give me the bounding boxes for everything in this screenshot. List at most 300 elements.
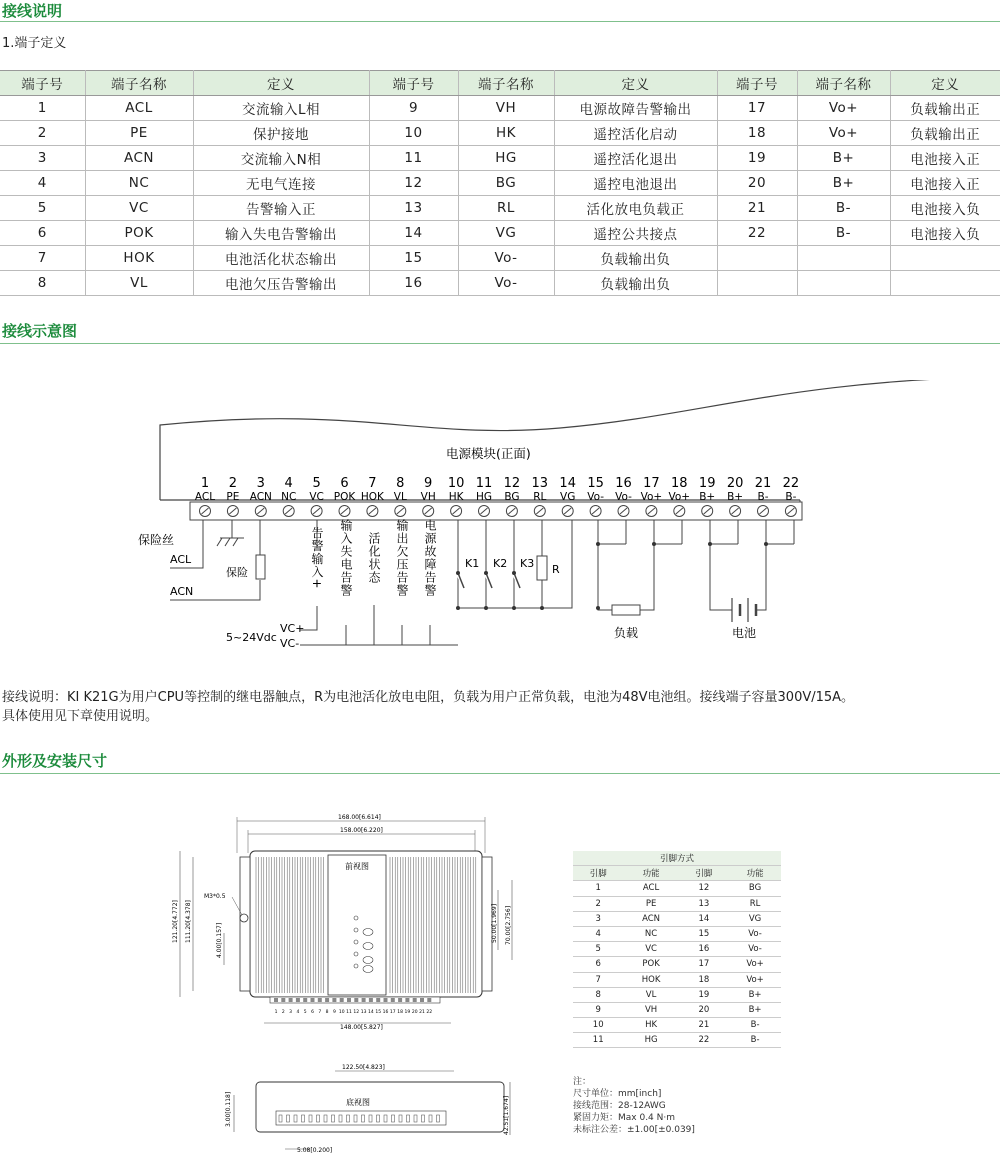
terminal-name: BG [504,491,520,503]
junction-dot [484,606,488,610]
screw-terminal-icon [758,506,769,517]
table-cell: RL [458,196,554,221]
pin-row [573,987,781,1002]
pin-cell: BG [729,881,781,896]
vertical-signal-label: 输出欠压告警 [395,519,409,597]
section-title-wiring-diagram: 接线示意图 [2,322,78,340]
screw-terminal-icon [702,506,713,517]
pin-header-cell: 功能 [623,866,678,881]
pin-cell: 9 [573,1002,623,1017]
pin-number: 3 [289,1010,293,1015]
dim-4: 4.00[0.157] [216,922,223,958]
terminal-pin [311,998,315,1002]
table-cell [890,271,1000,296]
table-header-cell: 端子名称 [85,71,193,96]
table-cell: 15 [369,246,458,271]
table-cell: Vo- [458,246,554,271]
pin-row [573,911,781,926]
pin-cell: B+ [729,987,781,1002]
pin-cell: 13 [679,896,729,911]
terminal-number: 22 [782,476,800,491]
pin-cell: HG [623,1033,678,1048]
load-label: 负载 [614,626,639,640]
dim-158: 158.00[6.220] [340,827,383,834]
pin-header-cell: 功能 [729,866,781,881]
table-row [0,221,1000,246]
terminal-number: 6 [340,476,349,491]
table-row [0,196,1000,221]
table-cell [717,246,797,271]
table-cell: 遥控活化退出 [554,146,717,171]
table-header-cell: 定义 [554,71,717,96]
terminal-name: VH [420,491,436,503]
terminal-pin [362,998,366,1002]
module-label: 电源模块(正面) [446,446,531,461]
table-cell: HG [458,146,554,171]
pin-number: 21 [419,1010,425,1015]
pin-cell: 4 [573,926,623,941]
pin-cell: 18 [679,972,729,987]
terminal-number: 10 [447,476,465,491]
notes [573,1076,695,1136]
terminal-name: B+ [727,491,744,503]
table-cell: 22 [717,221,797,246]
terminal-pin [384,998,388,1002]
screw-terminal-icon [562,506,573,517]
pin-cell: Vo+ [729,957,781,972]
table-cell: VL [85,271,193,296]
pin-number: 11 [346,1010,352,1015]
pin-number: 13 [360,1010,367,1015]
vertical-signal-label: 输入失电告警 [339,519,353,597]
pin-cell: PE [623,896,678,911]
table-cell: 电池欠压告警输出 [193,271,369,296]
table-cell: B+ [797,171,890,196]
screw-terminal-icon [618,506,629,517]
table-cell: 电池接入负 [890,196,1000,221]
pin-cell: B+ [729,1002,781,1017]
terminal-pin [391,998,395,1002]
table-cell: 输入失电告警输出 [193,221,369,246]
terminal-name: Vo+ [668,491,691,503]
table-cell [797,246,890,271]
table-cell: HOK [85,246,193,271]
table-cell: B- [797,196,890,221]
terminal-definition-table [0,70,1000,296]
table-row [0,171,1000,196]
table-cell: 2 [0,121,85,146]
front-view-label: 前视图 [345,862,369,871]
pin-cell: 1 [573,881,623,896]
terminal-number: 18 [671,476,688,491]
screw-terminal-icon [255,506,266,517]
screw-terminal-icon [730,506,741,517]
table-cell [890,246,1000,271]
junction-dot [484,571,488,575]
table-cell: 负载输出正 [890,121,1000,146]
front-panel [328,855,386,995]
pin-row [573,942,781,957]
pin-cell: VC [623,942,678,957]
vertical-signal-label: 电源故障告警 [423,519,437,597]
pin-header-cell: 引脚 [679,866,729,881]
screw-terminal-icon [311,506,322,517]
pin-cell: RL [729,896,781,911]
terminal-pin [369,998,373,1002]
terminal-pin [340,998,344,1002]
table-cell: ACL [85,96,193,121]
terminal-pin [274,998,278,1002]
junction-dot [456,571,460,575]
vc-plus-label: VC+ [280,622,305,635]
table-cell: 10 [369,121,458,146]
terminal-definition-subtitle: 1.端子定义 [2,36,67,51]
terminal-name: B- [757,491,769,503]
junction-dot [596,542,600,546]
k1-label: K1 [465,557,480,570]
pin-table [573,851,781,1048]
fuse-title: 保险丝 [138,533,175,547]
pin-cell: 15 [679,926,729,941]
table-cell: 保护接地 [193,121,369,146]
screw-terminal-icon [339,506,350,517]
terminal-pin [405,998,409,1002]
note-item: 尺寸单位：mm[inch] [573,1089,662,1099]
table-cell: 遥控电池退出 [554,171,717,196]
acn-label: ACN [170,585,194,598]
vertical-signal-label: 活化状态 [367,532,381,584]
pin-cell: B- [729,1018,781,1033]
table-cell: 告警输入正 [193,196,369,221]
screw-terminal-icon [395,506,406,517]
pin-cell: 19 [679,987,729,1002]
pin-row [573,926,781,941]
terminal-pin [303,998,307,1002]
pin-cell: HK [623,1018,678,1033]
table-cell: 交流输入L相 [193,96,369,121]
pin-cell: 16 [679,942,729,957]
battery-symbol [732,598,756,622]
pin-cell: 17 [679,957,729,972]
table-cell: BG [458,171,554,196]
terminal-name: NC [281,491,297,503]
table-cell: 14 [369,221,458,246]
table-header-cell: 定义 [193,71,369,96]
terminal-name: VC [309,491,324,503]
table-row [0,96,1000,121]
pin-number: 18 [397,1010,403,1015]
pin-cell: 20 [679,1002,729,1017]
table-header-row [0,71,1000,96]
table-cell: 交流输入N相 [193,146,369,171]
junction-dots [456,542,768,610]
pin-cell: 14 [679,911,729,926]
terminal-number: 8 [396,476,405,491]
resistor-r [537,556,547,580]
table-cell: B+ [797,146,890,171]
pin-cell: 8 [573,987,623,1002]
terminal-name: HK [448,491,464,503]
battery-label: 电池 [732,626,757,640]
terminal-name: VL [393,491,407,503]
pin-number: 8 [325,1010,329,1015]
table-cell: 电池接入正 [890,146,1000,171]
terminal-pin [332,998,336,1002]
pin-cell: 7 [573,972,623,987]
note-item: 紧固力矩：Max 0.4 N·m [573,1113,676,1123]
acl-label: ACL [170,553,192,566]
table-cell: 21 [717,196,797,221]
junction-dot [512,571,516,575]
wiring-description-2: 具体使用见下章使用说明。 [2,709,159,724]
screw-terminal-icon [367,506,378,517]
k3-label: K3 [520,557,535,570]
screw-terminal-icon [200,506,211,517]
terminal-number: 14 [559,476,576,491]
terminal-number: 17 [643,476,660,491]
table-cell: 4 [0,171,85,196]
terminal-name: HOK [360,491,384,503]
table-cell: HK [458,121,554,146]
table-cell: NC [85,171,193,196]
pin-cell: 10 [573,1018,623,1033]
table-row [0,121,1000,146]
pin-number: 1 [274,1010,278,1015]
m3-label: M3*0.5 [204,893,226,900]
notes-title: 注： [573,1077,592,1087]
pin-number: 5 [303,1010,307,1015]
pin-row [573,881,781,896]
terminal-pin [281,998,285,1002]
terminal-number: 4 [284,476,293,491]
pin-number: 2 [281,1010,285,1015]
pin-number: 12 [353,1010,360,1015]
pin-cell: 6 [573,957,623,972]
junction-dot [456,606,460,610]
terminal-number: 21 [754,476,772,491]
pin-number: 22 [426,1010,433,1015]
dim-5: 5.08[0.200] [297,1147,333,1154]
pin-cell: Vo+ [729,972,781,987]
terminal-pin [413,998,417,1002]
section-title-wiring-notes: 接线说明 [2,2,63,20]
section-title-dimensions: 外形及安装尺寸 [2,752,108,770]
ground-symbol [217,520,244,546]
table-cell: VC [85,196,193,221]
table-cell: 电源故障告警输出 [554,96,717,121]
terminal-name: POK [333,491,356,503]
terminal-name: Vo- [615,491,632,503]
pin-row [573,957,781,972]
pin-number: 4 [296,1010,300,1015]
r-label: R [552,563,560,576]
pin-row [573,1033,781,1048]
terminal-strip [190,476,802,520]
pin-cell: VL [623,987,678,1002]
pin-table-header [573,866,781,881]
dim-42: 42.51[1.674] [503,1095,510,1135]
table-cell: 负载输出正 [890,96,1000,121]
table-cell: 11 [369,146,458,171]
terminal-number: 19 [698,476,716,491]
screw-terminal-icon [451,506,462,517]
screw-terminal-icon [674,506,685,517]
table-cell: POK [85,221,193,246]
terminal-pin [398,998,402,1002]
table-cell: Vo+ [797,96,890,121]
table-row [0,246,1000,271]
table-header-cell: 端子名称 [797,71,890,96]
terminal-name: Vo+ [640,491,663,503]
terminal-name: Vo- [587,491,604,503]
table-cell: 1 [0,96,85,121]
bottom-view-label: 底视图 [346,1098,370,1107]
terminal-name: B+ [699,491,716,503]
screw-terminal-icon [646,506,657,517]
pin-number: 15 [375,1010,382,1015]
dim-3: 3.00[0.118] [225,1091,232,1127]
screw-terminal-icon [506,506,517,517]
table-cell: Vo+ [797,121,890,146]
pin-number: 9 [332,1010,336,1015]
table-cell: 18 [717,121,797,146]
pin-table-title: 引脚方式 [573,851,781,866]
terminal-number: 16 [615,476,632,491]
terminal-name: ACL [194,491,216,503]
table-cell: 7 [0,246,85,271]
table-cell: ACN [85,146,193,171]
junction-dot [512,606,516,610]
wiring-diagram [0,380,1000,670]
pin-cell: 5 [573,942,623,957]
pin-number: 10 [338,1010,345,1015]
table-cell: 19 [717,146,797,171]
table-cell: 负载输出负 [554,246,717,271]
table-cell: 8 [0,271,85,296]
screw-terminal-icon [479,506,490,517]
terminal-name: ACN [249,491,272,503]
terminal-pin [289,998,293,1002]
section-divider [0,21,1000,22]
dim-50: 50.00[1.969] [491,903,498,943]
fuse-label: 保险 [226,566,248,579]
table-cell: VH [458,96,554,121]
terminal-pin [318,998,322,1002]
table-cell: 无电气连接 [193,171,369,196]
pin-number: 19 [404,1010,411,1015]
terminal-pin [296,998,300,1002]
terminal-name: VG [560,491,576,503]
junction-dot [652,542,656,546]
table-cell: 负载输出负 [554,271,717,296]
terminal-number: 20 [726,476,744,491]
pin-cell: ACN [623,911,678,926]
wiring-description: 接线说明：KI K21G为用户CPU等控制的继电器触点，R为电池活化放电电阻，负载为用户正常负载，电池为48V电池组。接线端子容量300V/15A。 [2,690,855,705]
junction-dot [708,542,712,546]
dim-148: 148.00[5.827] [340,1024,383,1031]
pin-cell: 3 [573,911,623,926]
signal-labels [310,518,437,597]
table-cell: VG [458,221,554,246]
table-header-cell: 端子号 [0,71,85,96]
table-cell: 5 [0,196,85,221]
junction-dot [596,606,600,610]
section-divider [0,773,1000,774]
table-cell: 13 [369,196,458,221]
table-cell: 电池接入负 [890,221,1000,246]
vertical-signal-label: 告警输入+ [310,526,324,590]
table-cell: 遥控公共接点 [554,221,717,246]
terminal-name: PE [226,491,240,503]
table-row [0,271,1000,296]
pin-row [573,1018,781,1033]
terminal-number: 3 [256,476,265,491]
table-cell: PE [85,121,193,146]
table-cell: 6 [0,221,85,246]
pin-cell: NC [623,926,678,941]
dim-111: 111.20[4.378] [185,900,192,943]
terminal-pin [347,998,351,1002]
screw-terminal-icon [785,506,796,517]
table-header-cell: 端子号 [369,71,458,96]
table-cell [797,271,890,296]
pin-cell: 11 [573,1033,623,1048]
terminal-number: 9 [424,476,433,491]
pin-cell: VG [729,911,781,926]
pin-header-cell: 引脚 [573,866,623,881]
screw-terminal-icon [423,506,434,517]
pin-cell: 12 [679,881,729,896]
pin-number: 6 [311,1010,314,1015]
table-cell: 20 [717,171,797,196]
note-item: 未标注公差：±1.00[±0.039] [573,1125,695,1135]
pin-cell: POK [623,957,678,972]
table-cell: 9 [369,96,458,121]
load-symbol [612,605,640,615]
junction-dot [764,542,768,546]
pin-row [573,972,781,987]
terminal-number: 5 [312,476,321,491]
screw-terminal-icon [590,506,601,517]
dim-168: 168.00[6.614] [338,814,381,821]
pin-cell: B- [729,1033,781,1048]
table-header-cell: 端子号 [717,71,797,96]
vdc-label: 5~24Vdc [226,631,277,644]
terminal-pin [325,998,329,1002]
section-divider [0,343,1000,344]
fuse-symbol [256,555,265,579]
pin-cell: HOK [623,972,678,987]
terminal-name: B- [785,491,797,503]
terminal-pin [376,998,380,1002]
table-header-cell: 定义 [890,71,1000,96]
screw-terminal-icon [283,506,294,517]
table-cell: 遥控活化启动 [554,121,717,146]
table-cell: 16 [369,271,458,296]
screw-terminal-icon [534,506,545,517]
pin-cell: ACL [623,881,678,896]
relay-contacts [458,573,520,588]
k2-label: K2 [493,557,508,570]
table-cell: 17 [717,96,797,121]
terminal-number: 2 [228,476,238,491]
dimension-drawing [160,805,540,1154]
pin-cell: 21 [679,1018,729,1033]
pin-number: 7 [318,1010,322,1015]
table-cell: 电池接入正 [890,171,1000,196]
terminal-number: 11 [475,476,493,491]
terminal-number: 15 [587,476,604,491]
